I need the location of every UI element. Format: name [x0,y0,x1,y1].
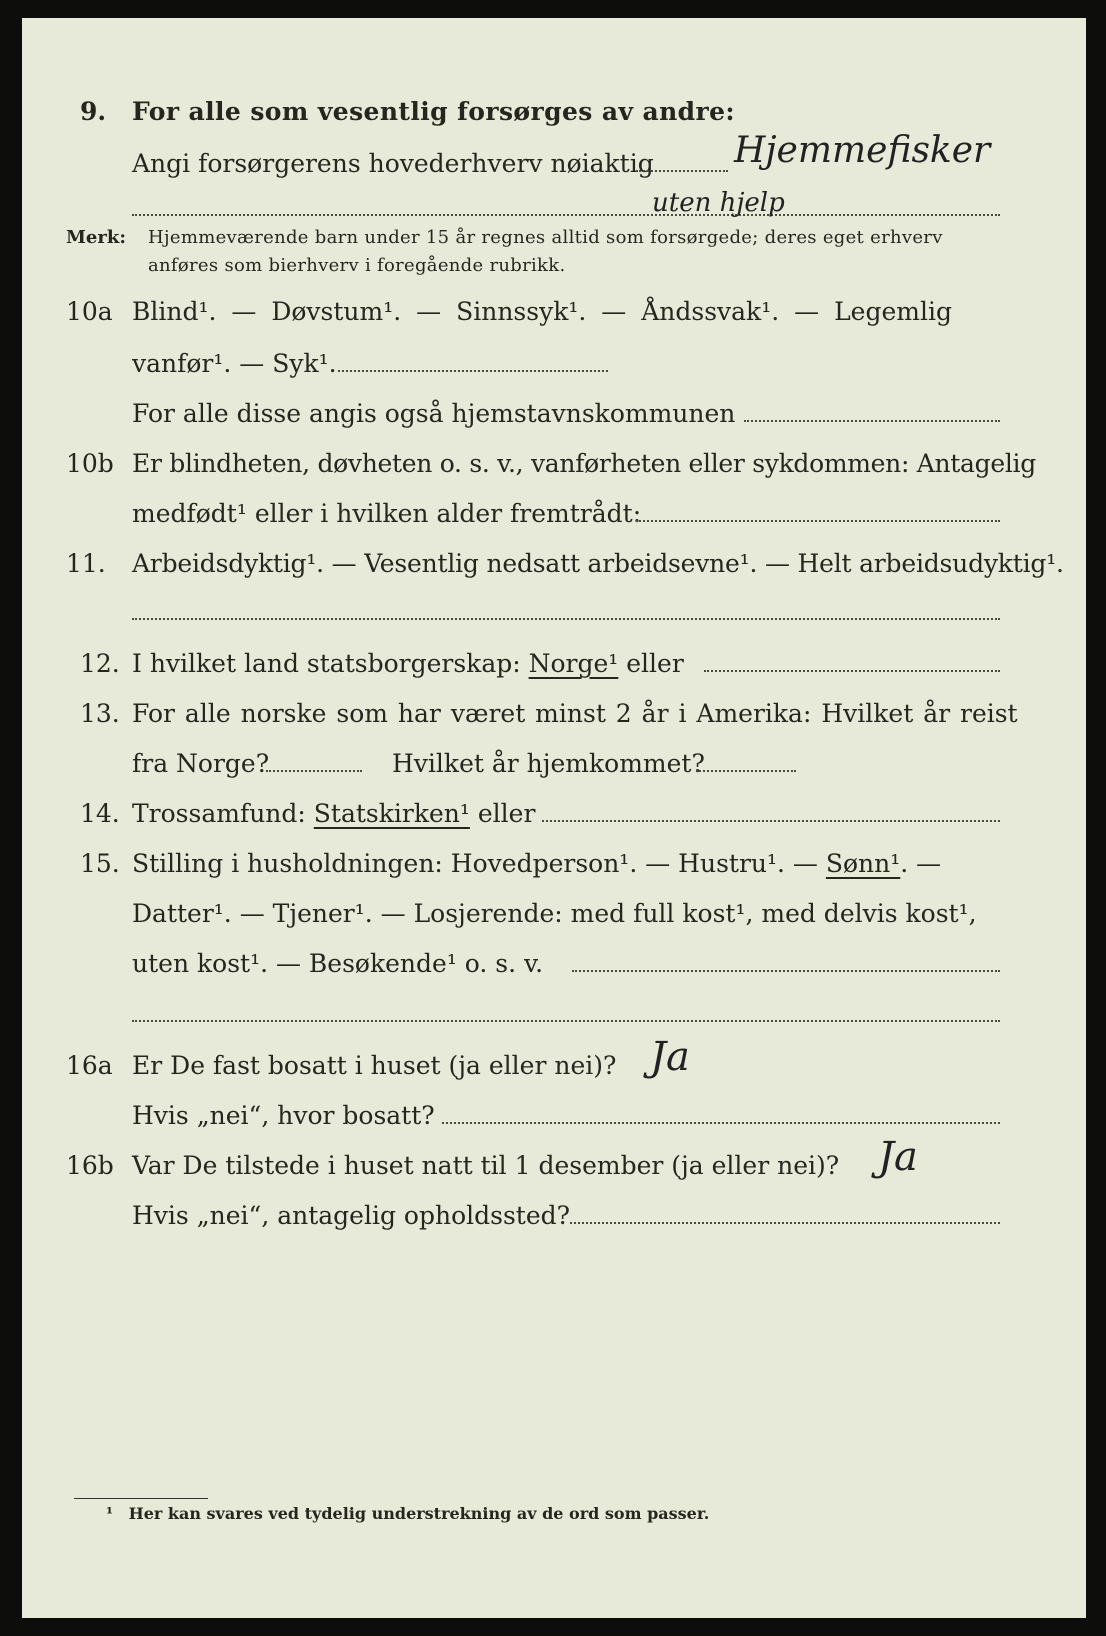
q15-line2: Datter¹. — Tjener¹. — Losjerende: med full kost¹, med delvis kost¹, [132,899,977,928]
q15-number: 15. [80,849,120,878]
q14-text [132,798,535,830]
q15-line1 [132,848,941,880]
q12-suffix: eller [626,649,684,678]
q11-answer-line[interactable] [132,618,1000,620]
merk-line2: anføres som bierhverv i foregående rubrikk. [148,255,566,276]
q15-answer-line1[interactable] [572,970,1000,972]
q12-prefix: I hvilket land statsborgerskap: [132,649,521,678]
q10a-line2: vanfør¹. — Syk¹. [132,349,337,378]
q16a-answer-line[interactable] [442,1122,1000,1124]
q10b-line2: medfødt¹ eller i hvilken alder fremtrådt: [132,499,642,528]
footnote-divider [74,1498,208,1499]
q9-handwriting1: Hjemmefisker [734,130,991,171]
q16a-handwriting: Ja [650,1034,690,1080]
q15-line3: uten kost¹. — Besøkende¹ o. s. v. [132,949,544,978]
q16b-handwriting: Ja [878,1134,918,1180]
q14-statskirken-option[interactable]: Statskirken¹ [313,799,470,828]
q9-handwriting2: uten hjelp [652,188,785,218]
q16a-line2: Hvis „nei“, hvor bosatt? [132,1101,435,1130]
q10b-answer-line[interactable] [636,520,1000,522]
q12-norge-option[interactable]: Norge¹ [528,649,619,678]
merk-line1: Hjemmeværende barn under 15 år regnes alltid som forsørgede; deres eget erhverv [148,227,943,248]
q9-answer-line1[interactable] [636,170,728,172]
q14-answer-line[interactable] [542,820,1000,822]
footnote-marker: ¹ [106,1504,114,1523]
q13-number: 13. [80,699,120,728]
q16a-line1: Er De fast bosatt i huset (ja eller nei)? [132,1051,617,1080]
q16b-answer-line[interactable] [570,1222,1000,1224]
q10a-hjemstavn-answer-line[interactable] [744,420,1000,422]
q15-answer-line2[interactable] [132,1020,1000,1022]
census-form-page [22,18,1086,1618]
q10a-line3: For alle disse angis også hjemstavnskommunen [132,399,736,428]
q14-prefix: Trossamfund: [132,799,306,828]
q10a-number: 10a [66,297,113,326]
q14-number: 14. [80,799,120,828]
q15-line1-suffix: . — [900,849,942,878]
footnote [106,1504,709,1523]
q14-suffix: eller [477,799,536,828]
q9-number: 9. [80,97,107,126]
q10b-line1: Er blindheten, døvheten o. s. v., vanførheten eller sykdommen: Antagelig [132,449,1036,478]
q10b-number: 10b [66,449,114,478]
q9-line2: Angi forsørgerens hovederhverv nøiaktig [132,149,654,178]
q16a-number: 16a [66,1051,113,1080]
merk-label: Merk: [66,227,126,248]
q9-answer-line2[interactable] [132,214,1000,216]
q15-line1-prefix: Stilling i husholdningen: Hovedperson¹. — Hustru¹. — [132,849,818,878]
footnote-text: Her kan svares ved tydelig understrekning av de ord som passer. [128,1504,710,1523]
q11-line1: Arbeidsdyktig¹. — Vesentlig nedsatt arbeidsevne¹. — Helt arbeidsudyktig¹. [132,549,1064,578]
q16b-line2: Hvis „nei“, antagelig opholdssted? [132,1201,571,1230]
q12-number: 12. [80,649,120,678]
q13-hjemkommet-answer-line[interactable] [696,770,796,772]
q13-line2a: fra Norge? [132,749,270,778]
q13-line2b: Hvilket år hjemkommet? [392,749,705,778]
q16b-line1: Var De tilstede i huset natt til 1 desember (ja eller nei)? [132,1151,840,1180]
q10a-syk-answer-line[interactable] [338,370,608,372]
q10a-line1: Blind¹. — Døvstum¹. — Sinnssyk¹. — Åndssvak¹. — Legemlig [132,297,952,326]
q9-line1: For alle som vesentlig forsørges av andre: [132,97,736,126]
q12-text [132,648,684,680]
q15-sonn-option[interactable]: Sønn¹ [825,849,901,878]
q12-answer-line[interactable] [704,670,1000,672]
q13-line1: For alle norske som har været minst 2 år i Amerika: Hvilket år reist [132,699,1018,728]
q16b-number: 16b [66,1151,114,1180]
q13-reist-answer-line[interactable] [266,770,362,772]
q11-number: 11. [66,549,106,578]
